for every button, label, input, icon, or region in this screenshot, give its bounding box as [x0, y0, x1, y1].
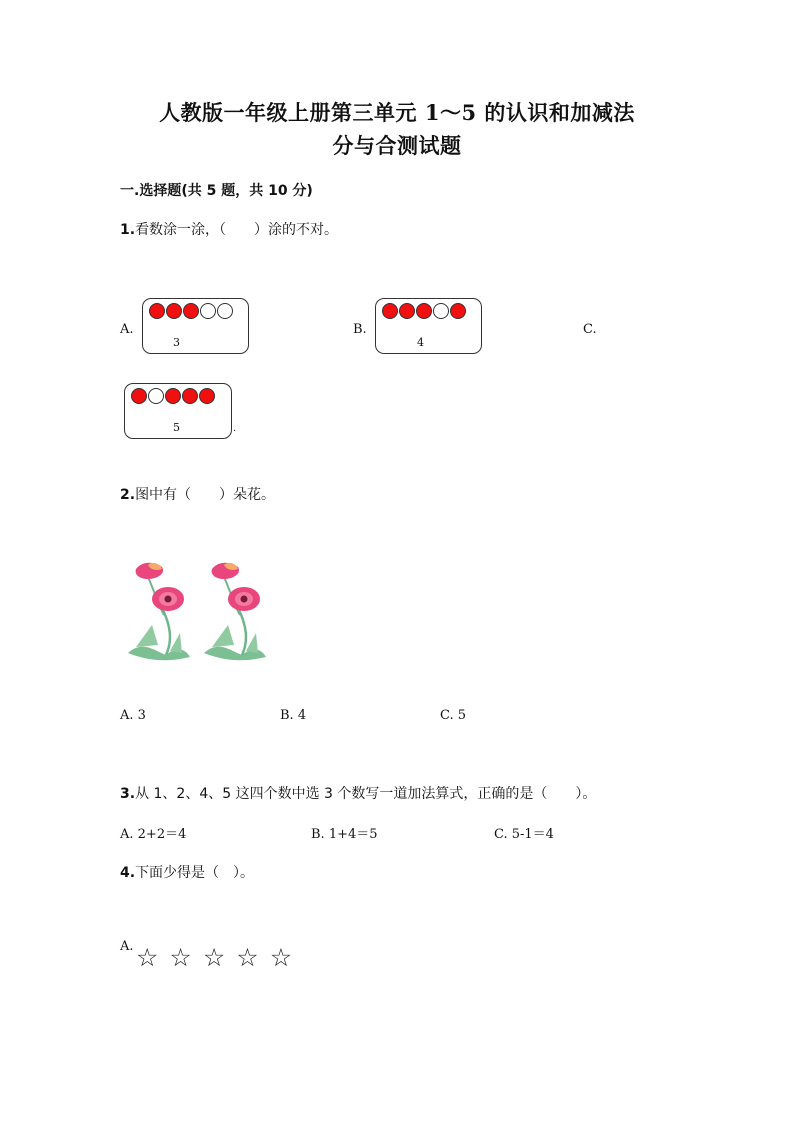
dot: [416, 303, 432, 319]
dot: [217, 303, 233, 319]
q1-option-a-box[interactable]: [142, 298, 249, 354]
q2-option-b[interactable]: B. 4: [280, 708, 307, 723]
question-text: 从 1、2、4、5 这四个数中选 3 个数写一道加法算式，正确的是（ ）。: [135, 786, 597, 802]
q3-option-c[interactable]: C. 5-1＝4: [494, 827, 554, 842]
dot-row: [149, 303, 233, 319]
dot: [149, 303, 165, 319]
q1-option-a-label[interactable]: A.: [120, 322, 134, 337]
title-line-2: 分与合测试题: [332, 133, 462, 158]
star-icon: ☆: [169, 943, 192, 972]
question-number: 4.: [120, 865, 136, 881]
question-number: 1.: [120, 222, 136, 238]
dot: [382, 303, 398, 319]
question-4: [120, 862, 254, 882]
star-icon: ☆: [136, 943, 159, 972]
section-heading: 一.选择题(共 5 题，共 10 分): [120, 183, 313, 199]
question-1: [120, 219, 338, 239]
q1-option-b-box[interactable]: [375, 298, 482, 354]
question-number: 3.: [120, 786, 136, 802]
dot: [165, 388, 181, 404]
dot: [166, 303, 182, 319]
question-text: 看数涂一涂，（ ）涂的不对。: [135, 222, 339, 238]
question-2: [120, 484, 275, 504]
flower-plant: [128, 563, 190, 661]
q4-option-a-label[interactable]: A.: [120, 939, 134, 954]
title-line-1: 人教版一年级上册第三单元 1～5 的认识和加减法: [159, 100, 635, 125]
dot: [200, 303, 216, 319]
flowers-illustration: [118, 555, 268, 670]
dot: [183, 303, 199, 319]
dot: [433, 303, 449, 319]
question-3: [120, 783, 596, 803]
star-icon: ☆: [202, 943, 226, 972]
dot: [182, 388, 198, 404]
question-text: 下面少得是（ ）。: [135, 865, 255, 881]
dot-row: [131, 388, 215, 404]
box-number: 3: [173, 336, 180, 349]
box-number: 4: [417, 336, 424, 349]
dot: [148, 388, 164, 404]
trailing-dot: .: [233, 423, 237, 434]
q2-option-c[interactable]: C. 5: [440, 708, 467, 723]
star-icon: ☆: [269, 943, 293, 972]
q1-option-c-label[interactable]: C.: [583, 322, 597, 337]
q3-option-a[interactable]: A. 2+2＝4: [120, 827, 187, 842]
q3-option-b[interactable]: B. 1+4＝5: [311, 827, 378, 842]
question-number: 2.: [120, 487, 136, 503]
star-row: [136, 945, 292, 970]
box-number: 5: [173, 421, 180, 434]
dot: [131, 388, 147, 404]
dot-row: [382, 303, 466, 319]
question-text: 图中有（ ）朵花。: [135, 487, 276, 503]
q2-option-a[interactable]: A. 3: [120, 708, 146, 723]
q1-option-b-label[interactable]: B.: [353, 322, 367, 337]
dot: [399, 303, 415, 319]
dot: [450, 303, 466, 319]
dot: [199, 388, 215, 404]
q1-option-c-box[interactable]: [124, 383, 232, 439]
flower-plant: [204, 563, 266, 661]
star-icon: ☆: [236, 943, 259, 972]
